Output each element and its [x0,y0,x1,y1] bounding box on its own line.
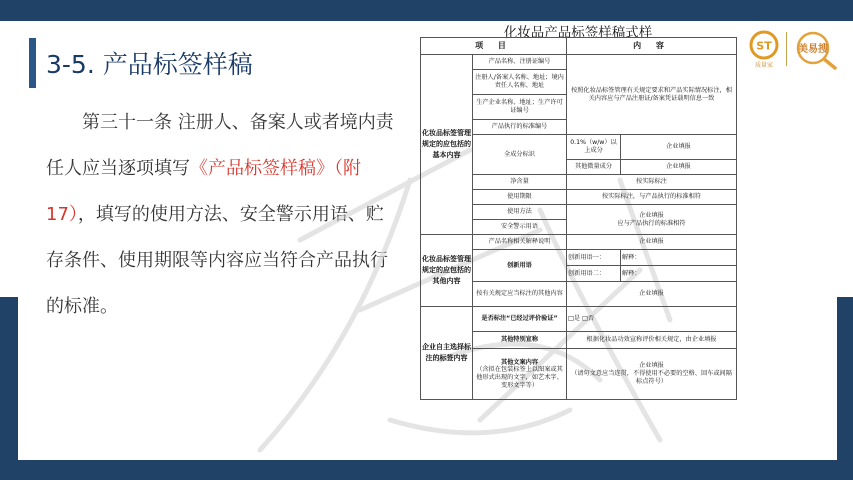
cell-ingredients-minor: 其他微量成分 [567,160,621,175]
cell-ingredients-minor-val: 企业填报 [621,160,737,175]
cell-usage-val [567,205,737,235]
body-paragraph [46,100,396,330]
row-ingredients: 全成分标识 [473,135,567,175]
row-registrant: 注册人/备案人名称、地址；境内责任人名称、地址 [473,70,567,95]
row-net-content: 净含量 [473,175,567,190]
row-usage: 使用方法 [473,205,567,220]
slide-title: 3-5. 产品标签样稿 [46,50,253,79]
header-item: 项 目 [421,38,567,55]
section-basic-label: 化妆品标签管理规定的应包括的基本内容 [421,55,473,235]
row-special-claim: 其他特别宣称 [473,332,567,349]
row-warning: 安全警示用语 [473,220,567,235]
cell-period-val: 按实际标注，与产品执行的标准相符 [567,190,737,205]
copy-note: （含拟在包装标签上以图案或其他形式出现的文字，如艺术字、变形文字等） [476,366,563,389]
copy-val-line2: （请句文意应当连贯，不得使用不必要的空格、回车或间隔标点符号） [571,370,732,385]
row-other-content: 按有关规定应当标注的其他内容 [473,282,567,307]
row-name-explain: 产品名称相关解释说明 [473,235,567,250]
meiyisou-logo-icon [789,26,841,70]
paragraph-text: 第三十一条 注册人、备案人或者境内责任人应当逐项填写 [46,112,394,179]
cell-name-explain-val: 企业填报 [567,235,737,250]
section-other-label: 化妆品标签管理规定的应包括的其他内容 [421,235,473,307]
cell-ingredients-major-val: 企业填报 [621,135,737,160]
row-evaluated: 是否标注“已经过评价验证” [473,307,567,332]
cell-net-content-val: 按实际标注 [567,175,737,190]
table-header-row [421,38,737,55]
table-row [421,307,737,332]
table-row [421,235,737,250]
zhiliangjia-caption: 质量家 [754,62,773,69]
section-optional-label: 企业自主选择标注的标签内容 [421,307,473,400]
table-title: 化妆品产品标签样稿式样 [503,25,653,41]
cell-copy-val [567,349,737,400]
row-product-name: 产品名称、注册证编号 [473,55,567,70]
cell-ingredients-major: 0.1%（w/w）以上成分 [567,135,621,160]
paragraph-text-end: ，填写的使用方法、安全警示用语、贮存条件、使用期限等内容应当符合产品执行的标准。 [46,204,388,317]
cell-innovative-2: 创新用语二： [567,266,621,282]
header-content: 内 容 [567,38,737,55]
cell-other-content-val: 企业填报 [567,282,737,307]
header-band [0,0,853,21]
copy-label: 其他文案内容 [500,358,539,366]
cell-innovative-2-expl: 解释： [621,266,737,282]
label-draft-table [420,37,737,400]
table-row [421,55,737,70]
row-manufacturer: 生产企业名称、地址；生产许可证编号 [473,95,567,120]
cell-evaluated-val: □是 □否 [567,307,737,332]
svg-text:ST: ST [756,39,772,53]
highlighted-reference: 《产品标签样稿》（附17） [46,158,361,225]
usage-val-line1: 企业填报 [639,211,664,219]
row-innovative: 创新用语 [473,250,567,282]
cell-innovative-1-expl: 解释： [621,250,737,266]
row-copy [473,349,567,400]
cell-innovative-1: 创新用语一： [567,250,621,266]
meiyisou-text: 美易搜 [798,44,828,55]
row-period: 使用期限 [473,190,567,205]
usage-val-line2: 应与产品执行的标准相符 [617,219,686,227]
row-standard-no: 产品执行的标准编号 [473,120,567,135]
zhiliangjia-logo-icon [749,30,779,60]
logo-divider [786,32,787,66]
row-merged-content: 按照化妆品标签管理有关规定要求和产品实际情况标注，相关内容应与产品注册证/备案凭证载明信息一致 [567,55,737,135]
copy-val-line1: 企业填报 [639,362,664,370]
title-accent-bar [29,38,36,88]
cell-special-claim-val: 根据化妆品功效宣称评价相关规定，由企业填报 [567,332,737,349]
